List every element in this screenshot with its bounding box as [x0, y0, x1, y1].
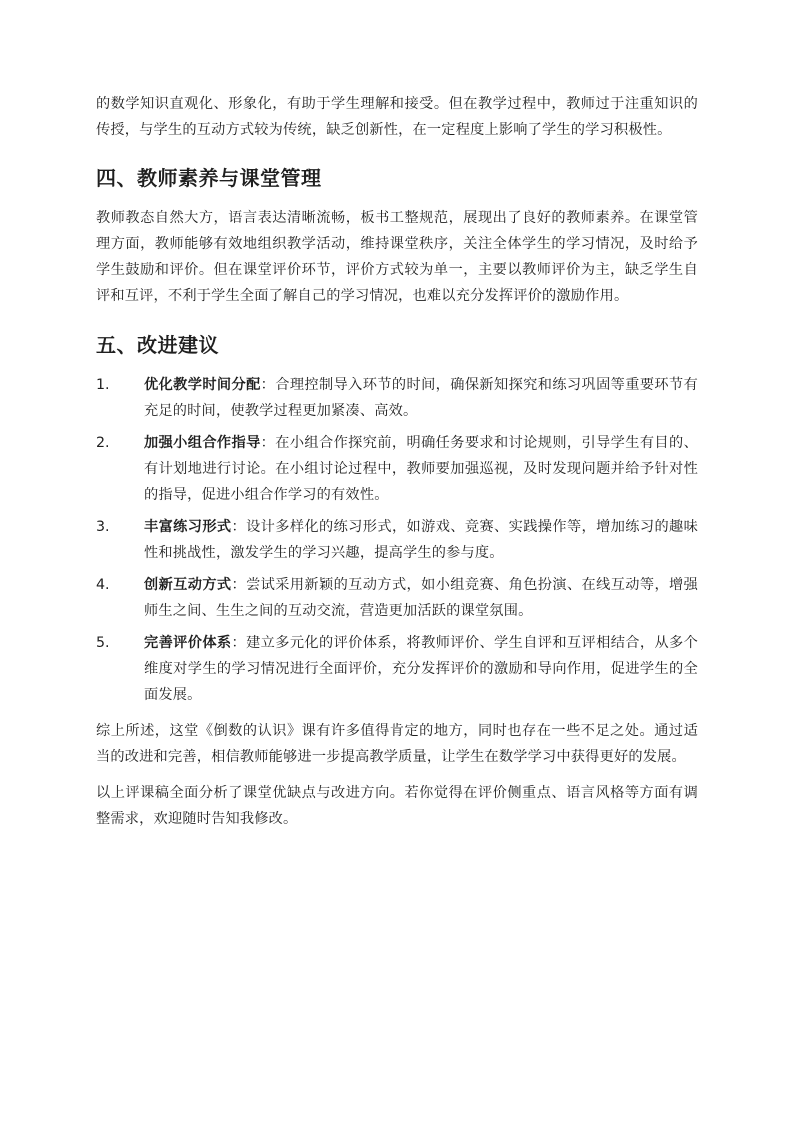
- list-number: 2.: [96, 435, 110, 451]
- suggestion-list: [96, 372, 698, 708]
- list-item-body: [144, 514, 698, 566]
- list-item: [96, 572, 698, 624]
- list-number: 5.: [96, 635, 110, 651]
- list-item-label: 丰富练习形式: [144, 519, 232, 535]
- list-item-label: 加强小组合作指导: [144, 435, 261, 451]
- list-number: 1.: [96, 377, 110, 393]
- list-item-body: [144, 630, 698, 708]
- list-item-label: 创新互动方式: [144, 577, 232, 593]
- list-item: [96, 430, 698, 508]
- list-item-text: ：建立多元化的评价体系，将教师评价、学生自评和互评相结合，从多个维度对学生的学习情况进行全面评价，充分发挥评价的激励和导向作用，促进学生的全面发展。: [144, 635, 699, 703]
- list-item-text: ：合理控制导入环节的时间，确保新知探究和练习巩固等重要环节有充足的时间，使教学过程更加紧凑、高效。: [144, 377, 698, 419]
- list-item-body: [144, 572, 698, 624]
- footer-note-paragraph: 以上评课稿全面分析了课堂优缺点与改进方向。若你觉得在评价侧重点、语言风格等方面有调整需求，欢迎随时告知我修改。: [96, 785, 698, 827]
- list-item-label: 优化教学时间分配: [144, 377, 261, 393]
- section-4-heading: 四、教师素养与课堂管理: [96, 166, 322, 190]
- list-number: 3.: [96, 519, 110, 535]
- intro-paragraph: 的数学知识直观化、形象化，有助于学生理解和接受。但在教学过程中，教师过于注重知识的传授，与学生的互动方式较为传统，缺乏创新性，在一定程度上影响了学生的学习积极性。: [96, 96, 698, 138]
- list-item-body: [144, 372, 698, 424]
- list-item-body: [144, 430, 698, 508]
- list-item: [96, 630, 698, 708]
- list-item: [96, 372, 698, 424]
- list-item-text: ：设计多样化的练习形式，如游戏、竞赛、实践操作等，增加练习的趣味性和挑战性，激发学生的学习兴趣，提高学生的参与度。: [144, 519, 699, 561]
- list-item-label: 完善评价体系: [144, 635, 232, 651]
- list-number: 4.: [96, 577, 110, 593]
- conclusion-paragraph: 综上所述，这堂《倒数的认识》课有许多值得肯定的地方，同时也存在一些不足之处。通过适当的改进和完善，相信教师能够进一步提高教学质量，让学生在数学学习中获得更好的发展。: [96, 723, 698, 765]
- list-item: [96, 514, 698, 566]
- list-item-text: ：在小组合作探究前，明确任务要求和讨论规则，引导学生有目的、有计划地进行讨论。在小组讨论过程中，教师要加强巡视，及时发现问题并给予针对性的指导，促进小组合作学习的有效性。: [144, 435, 698, 503]
- section-5-heading: 五、改进建议: [96, 333, 219, 357]
- list-item-text: ：尝试采用新颖的互动方式，如小组竞赛、角色扮演、在线互动等，增强师生之间、生生之间的互动交流，营造更加活跃的课堂氛围。: [144, 577, 699, 619]
- section-4-paragraph: 教师教态自然大方，语言表达清晰流畅，板书工整规范，展现出了良好的教师素养。在课堂管理方面，教师能够有效地组织教学活动，维持课堂秩序，关注全体学生的学习情况，及时给予学生鼓励和评价。但在课堂评价环节，评价方式较为单一，主要以教师评价为主，缺乏学生自评和互评，不利于学生全面了解自己的学习情况，也难以充分发挥评价的激励作用。: [96, 210, 698, 304]
